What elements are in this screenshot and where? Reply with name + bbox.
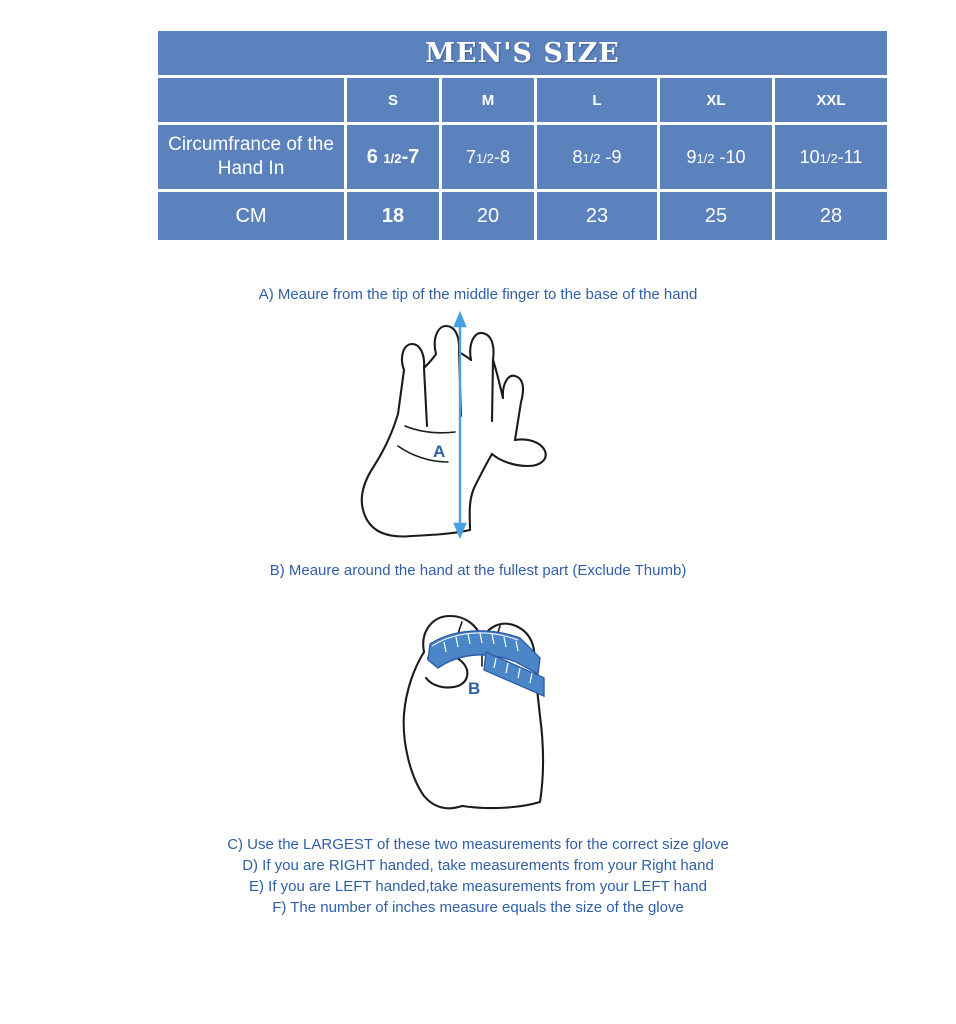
header-blank-cell [158,78,344,122]
figure-hand-circumference [0,586,956,826]
hand-length-illustration [0,306,956,556]
size-table-container [155,28,875,243]
size-table [155,28,890,243]
header-size-xxl: XXL [775,78,887,122]
cell-cm-xxl: 28 [775,192,887,240]
header-size-s: S [347,78,439,122]
notes-list [0,834,956,918]
table-title-row [158,31,887,75]
note-e: E) If you are LEFT handed,take measurements from your LEFT hand [248,878,707,895]
table-row [158,125,887,189]
header-size-m: M [442,78,534,122]
table-header-row [158,78,887,122]
note-c: C) Use the LARGEST of these two measurements for the correct size glove [227,836,729,853]
note-d: D) If you are RIGHT handed, take measurements from your Right hand [242,857,714,874]
figure-b-letter: B [468,679,481,698]
cell-in-m: 71/2-8 [442,125,534,189]
figure-a-letter: A [433,442,446,461]
note-f: F) The number of inches measure equals the size of the glove [272,899,684,916]
cell-cm-l: 23 [537,192,657,240]
figure-hand-length [0,306,956,556]
cell-in-l: 81/2 -9 [537,125,657,189]
row-label-circumference: Circumfrance of the Hand In [158,125,344,189]
caption-measure-a: A) Meaure from the tip of the middle finger to the base of the hand [258,286,698,303]
tape-measure [428,631,544,696]
length-arrow [455,314,465,536]
hand-circumference-illustration [0,586,956,826]
table-title: MEN'S SIZE [158,31,887,75]
header-size-l: L [537,78,657,122]
table-row [158,192,887,240]
cell-cm-xl: 25 [660,192,772,240]
caption-measure-b: B) Meaure around the hand at the fullest part (Exclude Thumb) [269,562,687,579]
cell-cm-m: 20 [442,192,534,240]
cell-in-xl: 91/2 -10 [660,125,772,189]
header-size-xl: XL [660,78,772,122]
cell-in-xxl: 101/2-11 [775,125,887,189]
cell-in-s: 6 1/2-7 [347,125,439,189]
row-label-cm: CM [158,192,344,240]
cell-cm-s: 18 [347,192,439,240]
